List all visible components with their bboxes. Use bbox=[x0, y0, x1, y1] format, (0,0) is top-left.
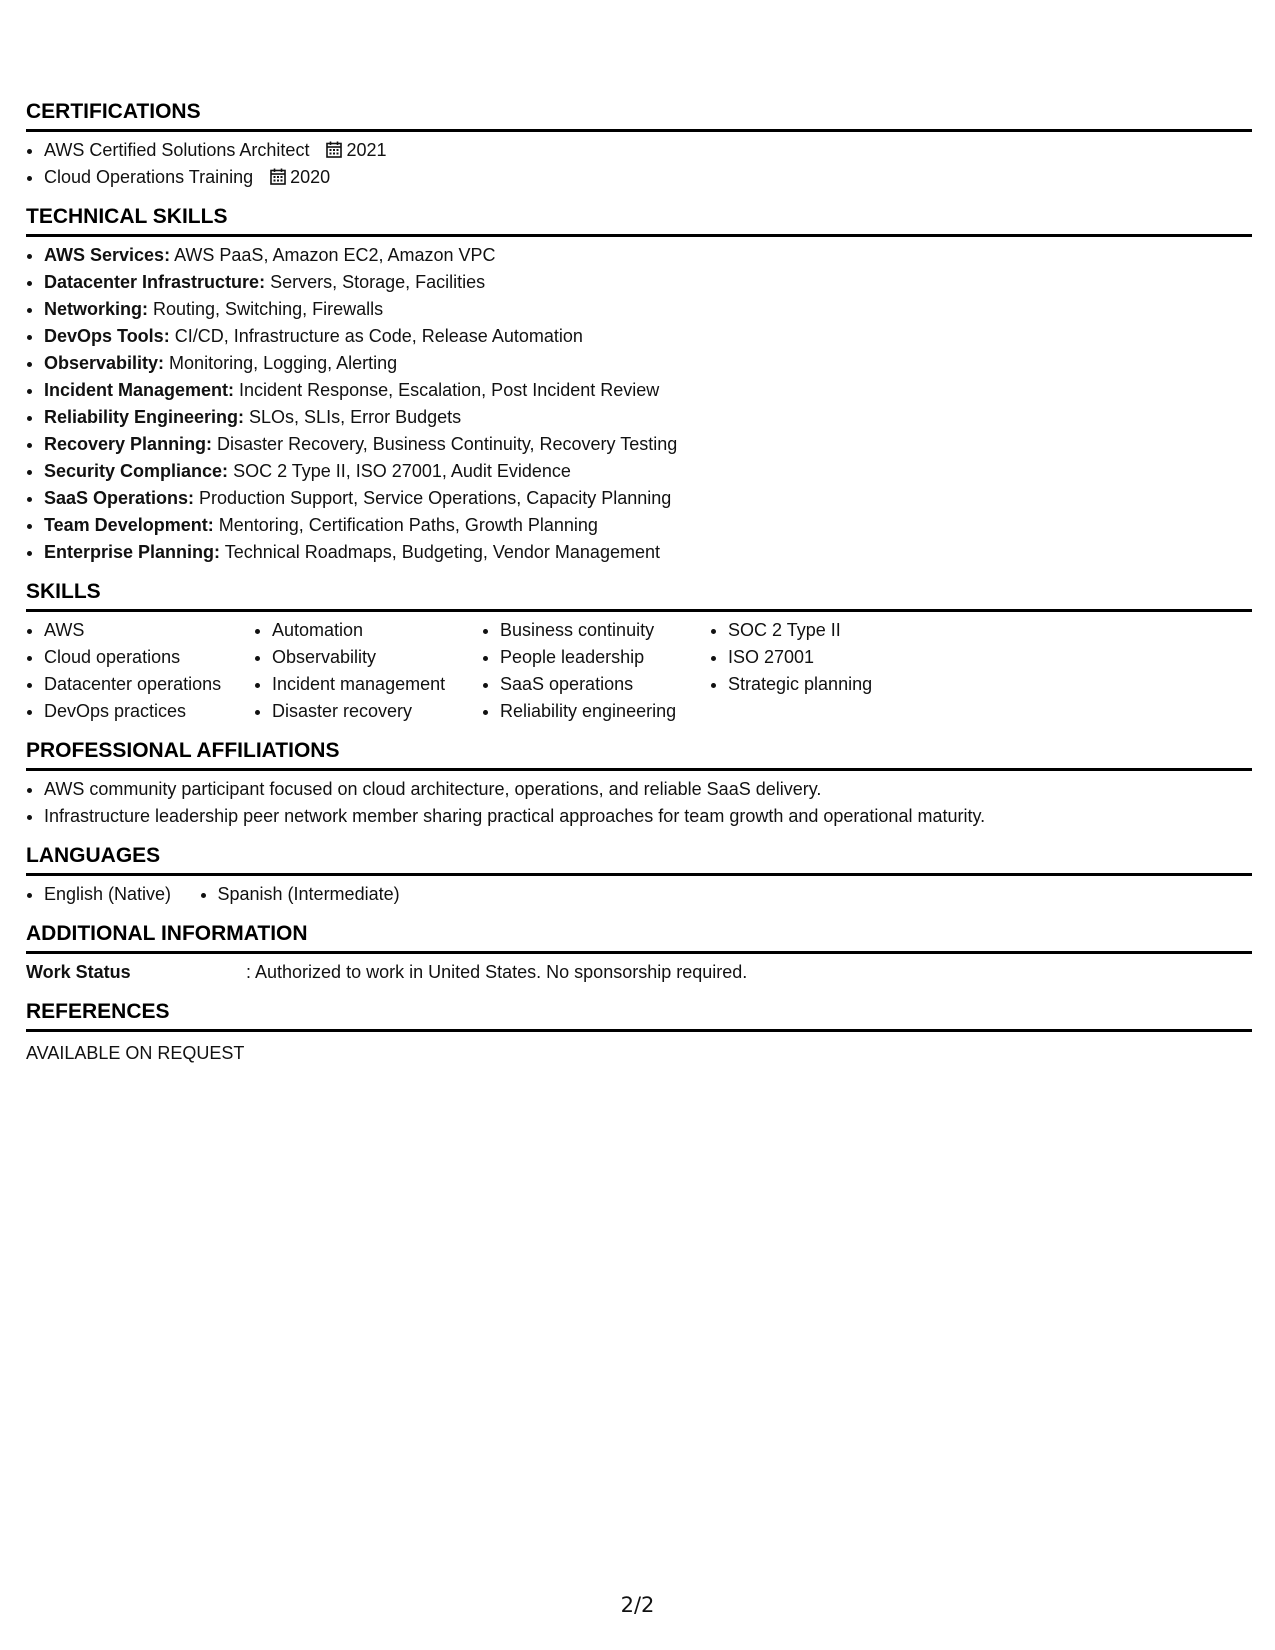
skill-item: Automation bbox=[254, 617, 482, 644]
technical-skill-item bbox=[26, 323, 1252, 350]
technical-skill-category: AWS Services: bbox=[44, 245, 171, 265]
skills-column bbox=[710, 617, 938, 725]
skills-column bbox=[482, 617, 710, 725]
skill-item: Reliability engineering bbox=[482, 698, 710, 725]
skill-item: Incident management bbox=[254, 671, 482, 698]
technical-skill-item bbox=[26, 296, 1252, 323]
technical-skill-category: Networking: bbox=[44, 299, 149, 319]
skill-item: Disaster recovery bbox=[254, 698, 482, 725]
technical-skill-item bbox=[26, 431, 1252, 458]
skills-section bbox=[26, 580, 1252, 725]
technical-skill-item bbox=[26, 269, 1252, 296]
technical-skill-category: Recovery Planning: bbox=[44, 434, 213, 454]
technical-skill-values: AWS PaaS, Amazon EC2, Amazon VPC bbox=[170, 245, 496, 265]
technical-skill-category: DevOps Tools: bbox=[44, 326, 170, 346]
technical-skill-values: Routing, Switching, Firewalls bbox=[148, 299, 384, 319]
skill-item: Cloud operations bbox=[26, 644, 254, 671]
technical-skill-category: Datacenter Infrastructure: bbox=[44, 272, 266, 292]
certification-year: 2020 bbox=[290, 167, 331, 187]
technical-skill-category: Team Development: bbox=[44, 515, 214, 535]
skills-columns bbox=[26, 617, 1252, 725]
skill-item: People leadership bbox=[482, 644, 710, 671]
technical-skill-category: Reliability Engineering: bbox=[44, 407, 245, 427]
technical-skill-item bbox=[26, 485, 1252, 512]
skill-item: DevOps practices bbox=[26, 698, 254, 725]
certifications-section bbox=[26, 100, 1252, 191]
skill-item: Datacenter operations bbox=[26, 671, 254, 698]
languages-heading: LANGUAGES bbox=[26, 844, 1252, 876]
skills-heading: SKILLS bbox=[26, 580, 1252, 612]
affiliations-list bbox=[26, 776, 1252, 830]
language-item: Spanish (Intermediate) bbox=[200, 881, 400, 908]
resume-page bbox=[26, 100, 1252, 1081]
skill-item: SaaS operations bbox=[482, 671, 710, 698]
skill-item: Business continuity bbox=[482, 617, 710, 644]
skill-item: Observability bbox=[254, 644, 482, 671]
calendar-icon bbox=[270, 168, 286, 185]
technical-skills-heading: TECHNICAL SKILLS bbox=[26, 205, 1252, 237]
technical-skill-item bbox=[26, 404, 1252, 431]
affiliation-item: Infrastructure leadership peer network member sharing practical approaches for team growth and operational maturity. bbox=[26, 803, 1252, 830]
certification-name: AWS Certified Solutions Architect bbox=[44, 140, 310, 160]
technical-skill-item bbox=[26, 242, 1252, 269]
technical-skill-category: Security Compliance: bbox=[44, 461, 229, 481]
technical-skill-values: CI/CD, Infrastructure as Code, Release Automation bbox=[169, 326, 583, 346]
certification-name: Cloud Operations Training bbox=[44, 167, 254, 187]
references-heading: REFERENCES bbox=[26, 1000, 1252, 1032]
technical-skill-item bbox=[26, 512, 1252, 539]
additional-info-section bbox=[26, 922, 1252, 986]
certification-item bbox=[26, 137, 1252, 164]
certifications-list bbox=[26, 137, 1252, 191]
skill-item: Strategic planning bbox=[710, 671, 938, 698]
affiliations-heading: PROFESSIONAL AFFILIATIONS bbox=[26, 739, 1252, 771]
affiliations-section bbox=[26, 739, 1252, 830]
work-status-value: : Authorized to work in United States. No sponsorship required. bbox=[246, 962, 748, 982]
technical-skill-values: Monitoring, Logging, Alerting bbox=[164, 353, 398, 373]
technical-skill-values: SLOs, SLIs, Error Budgets bbox=[244, 407, 462, 427]
technical-skill-item bbox=[26, 458, 1252, 485]
technical-skills-list bbox=[26, 242, 1252, 566]
technical-skill-item bbox=[26, 377, 1252, 404]
technical-skill-values: SOC 2 Type II, ISO 27001, Audit Evidence bbox=[228, 461, 571, 481]
certification-item bbox=[26, 164, 1252, 191]
skill-item: SOC 2 Type II bbox=[710, 617, 938, 644]
work-status-row bbox=[26, 959, 1252, 986]
additional-info-heading: ADDITIONAL INFORMATION bbox=[26, 922, 1252, 954]
technical-skill-values: Production Support, Service Operations, Capacity Planning bbox=[194, 488, 672, 508]
skills-column bbox=[254, 617, 482, 725]
technical-skill-item bbox=[26, 539, 1252, 566]
technical-skill-values: Servers, Storage, Facilities bbox=[265, 272, 486, 292]
technical-skill-category: Incident Management: bbox=[44, 380, 235, 400]
technical-skill-values: Disaster Recovery, Business Continuity, Recovery Testing bbox=[212, 434, 678, 454]
technical-skill-values: Incident Response, Escalation, Post Incident Review bbox=[234, 380, 660, 400]
technical-skill-category: Enterprise Planning: bbox=[44, 542, 221, 562]
technical-skills-section bbox=[26, 205, 1252, 566]
technical-skill-category: Observability: bbox=[44, 353, 165, 373]
skills-column bbox=[26, 617, 254, 725]
work-status-label: Work Status bbox=[26, 962, 131, 982]
references-text: AVAILABLE ON REQUEST bbox=[26, 1043, 245, 1063]
certification-year: 2021 bbox=[346, 140, 387, 160]
calendar-icon bbox=[326, 141, 342, 158]
technical-skill-item bbox=[26, 350, 1252, 377]
certifications-heading: CERTIFICATIONS bbox=[26, 100, 1252, 132]
languages-list bbox=[26, 881, 1252, 908]
affiliation-item: AWS community participant focused on cloud architecture, operations, and reliable SaaS delivery. bbox=[26, 776, 1252, 803]
technical-skill-category: SaaS Operations: bbox=[44, 488, 195, 508]
language-item: English (Native) bbox=[26, 881, 171, 908]
skill-item: AWS bbox=[26, 617, 254, 644]
skill-item: ISO 27001 bbox=[710, 644, 938, 671]
technical-skill-values: Mentoring, Certification Paths, Growth Planning bbox=[213, 515, 598, 535]
technical-skill-values: Technical Roadmaps, Budgeting, Vendor Management bbox=[220, 542, 660, 562]
references-section bbox=[26, 1000, 1252, 1067]
page-number: 2/2 bbox=[620, 1593, 655, 1617]
languages-section bbox=[26, 844, 1252, 908]
